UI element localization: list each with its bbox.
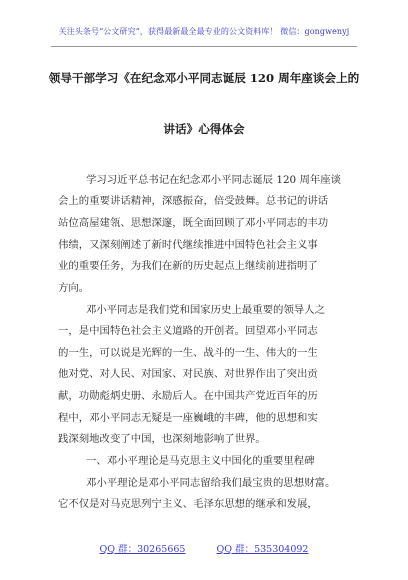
- body-line: 方向。: [58, 282, 90, 294]
- body-line: 献，功勋彪炳史册、永励后人。在中国共产党近百年的历: [58, 390, 318, 402]
- header-notice: 关注头条号“公文研究”，获得最新最全最专业的公文资料库！ 微信：gongwenyj: [58, 27, 350, 36]
- body-line: 业的重要任务，为我们在新的历史起点上继续前进指明了: [58, 260, 318, 272]
- body-line: 践深刻地改变了中国，也深刻地影响了世界。: [58, 433, 266, 445]
- body-line: 站位高屋建瓴、思想深邃，既全面回顾了邓小平同志的丰功: [58, 217, 329, 229]
- document-title-line-2: 讲话》心得体会: [163, 122, 245, 136]
- body-line: 的一生，可以说是光辉的一生、战斗的一生、伟大的一生: [58, 347, 318, 359]
- body-line: 会上的重要讲话精神，深感振奋，倍受鼓舞。总书记的讲话: [58, 195, 329, 207]
- header-divider: [51, 46, 357, 47]
- body-line: 邓小平同志是我们党和国家历史上最重要的领导人之: [86, 304, 325, 316]
- section-heading: 一、邓小平理论是马克思主义中国化的重要里程碑: [86, 455, 315, 467]
- body-line: 伟绩，又深刻阐述了新时代继续推进中国特色社会主义事: [58, 239, 318, 251]
- body-line: 一，是中国特色社会主义道路的开创者。回望邓小平同志: [58, 325, 318, 337]
- body-line: 程中，邓小平同志无疑是一座巍峨的丰碑，他的思想和实: [58, 412, 318, 424]
- footer-qq-group-2: QQ 群：535304092: [216, 544, 309, 555]
- body-line: 它不仅是对马克思列宁主义、毛泽东思想的继承和发展，: [58, 498, 318, 510]
- document-title-line-1: 领导干部学习《在纪念邓小平同志诞辰 120 周年座谈会上的: [48, 71, 360, 85]
- footer-qq-group-1: QQ 群：30265665: [99, 544, 186, 555]
- body-line: 邓小平理论是邓小平同志留给我们最宝贵的思想财富。: [86, 477, 336, 489]
- body-line: 他对党、对人民、对国家、对民族、对世界作出了突出贡: [58, 368, 318, 380]
- body-line: 学习习近平总书记在纪念邓小平同志诞辰 120 周年座谈: [86, 174, 342, 186]
- footer: [0, 541, 408, 555]
